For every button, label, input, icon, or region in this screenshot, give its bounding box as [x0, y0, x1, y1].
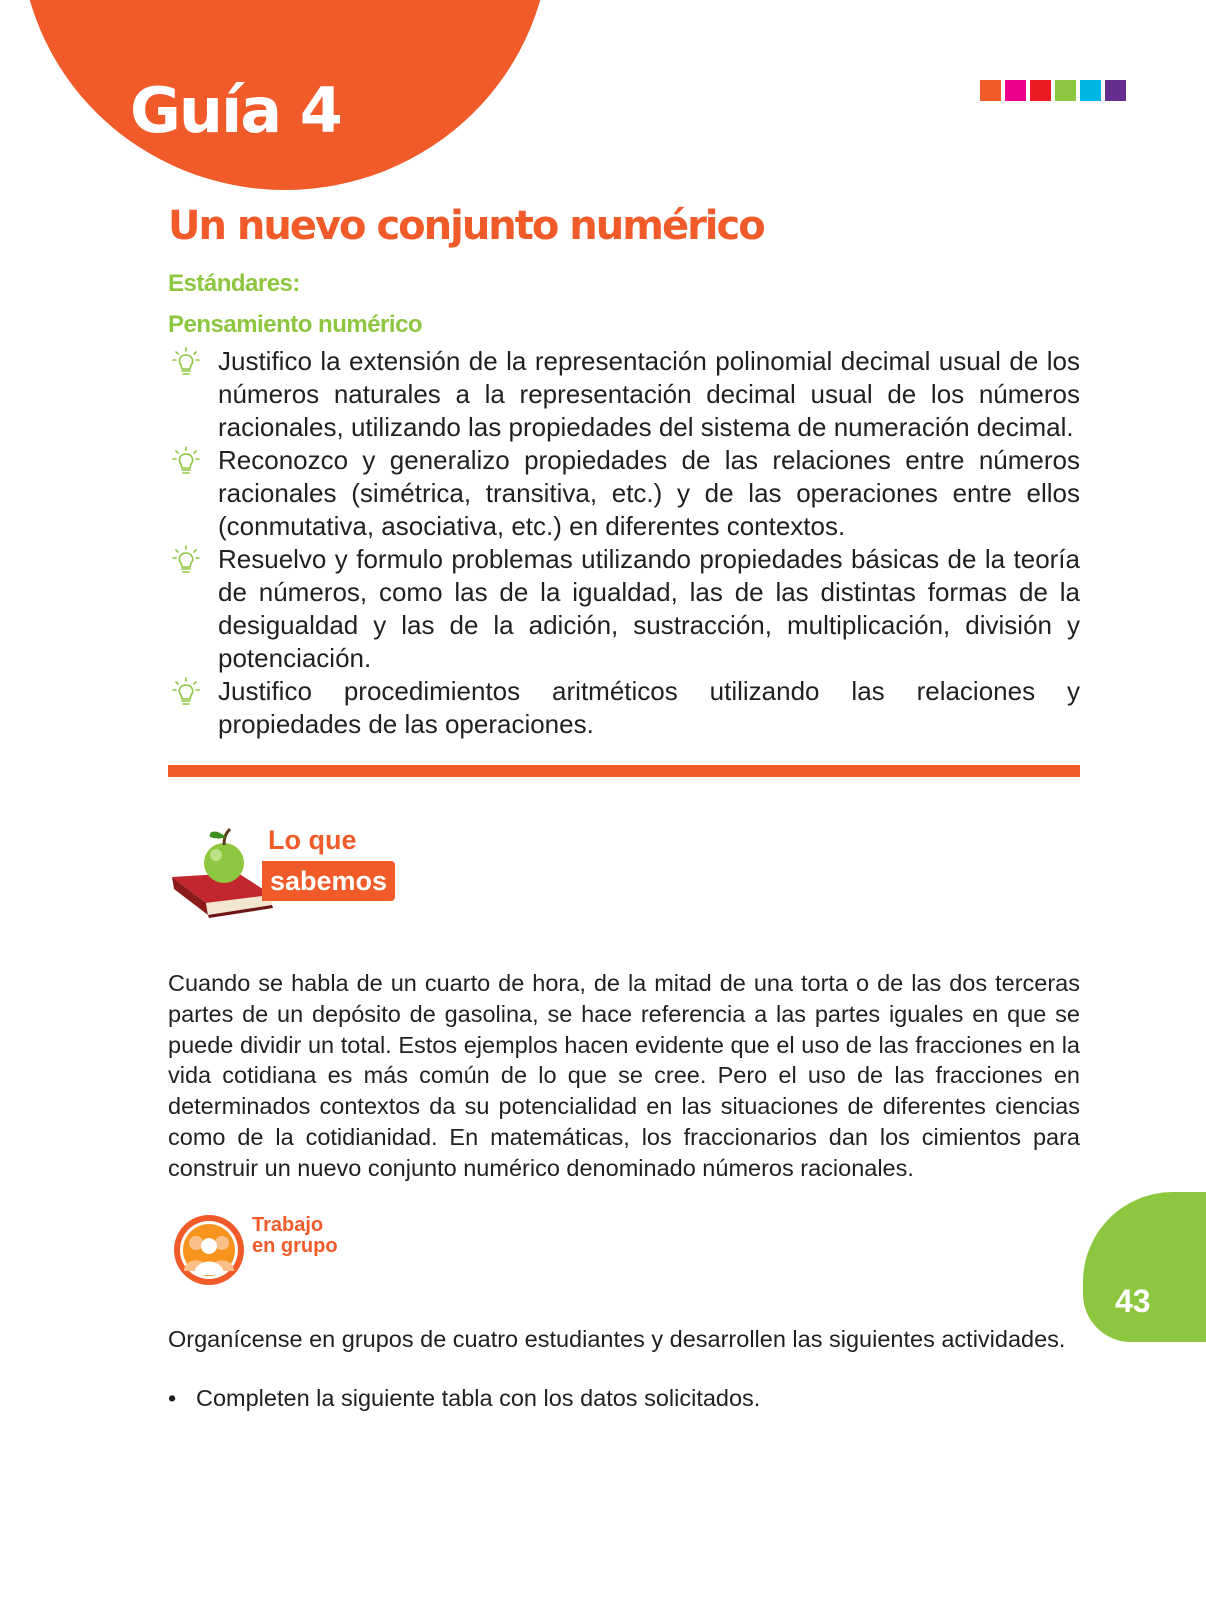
- color-square: [980, 80, 1001, 101]
- color-square: [1030, 80, 1051, 101]
- badge-line1: Lo que: [268, 825, 357, 855]
- section-divider: [168, 765, 1080, 777]
- main-title: Un nuevo conjunto numérico: [168, 203, 764, 249]
- standard-item: [170, 345, 1080, 444]
- lightbulb-icon: [172, 446, 200, 476]
- bullet-marker: •: [168, 1385, 177, 1411]
- standard-text: Reconozco y generalizo propiedades de las relaciones entre números racionales (simétrica, transitiva, etc.) y de las operaciones entre ellos (conmutativa, asociativa, etc.) en diferentes contextos.: [218, 445, 1080, 541]
- standard-item: [170, 543, 1080, 675]
- standard-text: Justifico procedimientos aritméticos utilizando las relaciones y propiedades de las operaciones.: [218, 676, 1080, 739]
- bullet-list-item: [168, 1385, 760, 1412]
- group-badge-line2: en grupo: [252, 1235, 338, 1257]
- trabajo-en-grupo-badge: [172, 1213, 352, 1293]
- page-number: 43: [1115, 1283, 1151, 1319]
- color-square: [1055, 80, 1076, 101]
- color-square: [1080, 80, 1101, 101]
- color-square: [1005, 80, 1026, 101]
- badge-line2: sabemos: [262, 861, 395, 901]
- lightbulb-icon: [172, 545, 200, 575]
- color-squares: [980, 80, 1126, 101]
- group-people-icon: [172, 1213, 246, 1287]
- group-instruction: Organícense en grupos de cuatro estudiantes y desarrollen las siguientes actividades.: [168, 1326, 1066, 1352]
- thinking-heading: Pensamiento numérico: [168, 311, 423, 338]
- standards-list: [170, 345, 1080, 741]
- intro-paragraph: Cuando se habla de un cuarto de hora, de la mitad de una torta o de las dos terceras partes de un depósito de gasolina, se hace referencia a las partes iguales en que se puede dividir un total. Estos ejemplos hacen evidente que el uso de las fracciones en la vida cotidiana es más común de lo que se cree. Pero el uso de las fracciones en determinados contextos da su potencialidad en las situaciones de diferentes ciencias como de la cotidianidad. En matemáticas, los fraccionarios dan los cimientos para construir un nuevo conjunto numérico denominado números racionales.: [168, 970, 1080, 1181]
- lightbulb-icon: [172, 347, 200, 377]
- lo-que-sabemos-badge: [168, 825, 408, 935]
- standards-heading: Estándares:: [168, 270, 300, 297]
- standard-text: Justifico la extensión de la representación polinomial decimal usual de los números naturales a la representación decimal usual de los números racionales, utilizando las propiedades del sistema de numeración decimal.: [218, 346, 1080, 442]
- standard-item: [170, 444, 1080, 543]
- group-badge-label: [252, 1215, 338, 1257]
- standard-item: [170, 675, 1080, 741]
- bullet-text: Completen la siguiente tabla con los datos solicitados.: [196, 1385, 761, 1411]
- color-square: [1105, 80, 1126, 101]
- group-badge-line1: Trabajo: [252, 1214, 324, 1236]
- guide-title: Guía 4: [130, 74, 341, 147]
- standard-text: Resuelvo y formulo problemas utilizando propiedades básicas de la teoría de números, como las de la igualdad, las de las distintas formas de la desigualdad y las de la adición, sustracción, multiplicación, división y potenciación.: [218, 544, 1080, 673]
- lightbulb-icon: [172, 677, 200, 707]
